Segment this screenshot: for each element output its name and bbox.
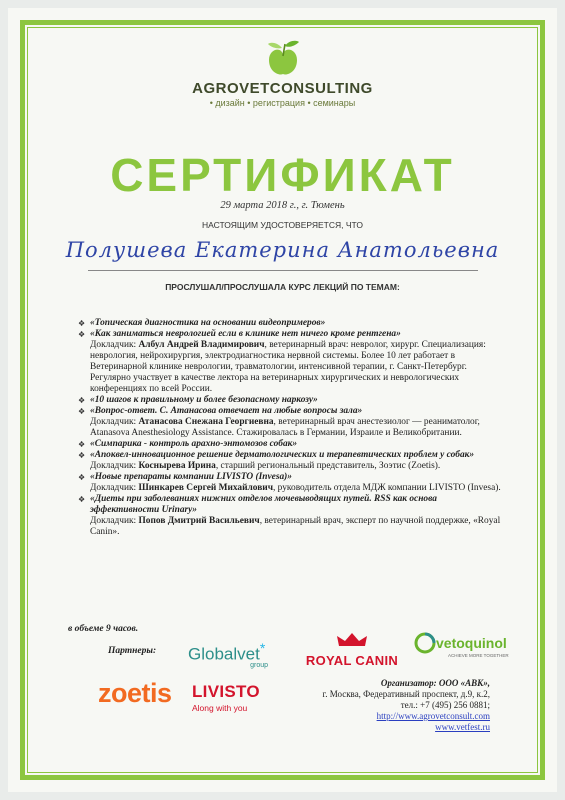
topic-title: «10 шагов к правильному и более безопасному наркозу» bbox=[90, 395, 318, 405]
speaker-name: Шинкарев Сергей Михайлович bbox=[138, 483, 273, 493]
topic-title: «Топическая диагностика на основании видеопримеров» bbox=[90, 318, 326, 328]
brand-header bbox=[0, 38, 565, 108]
topic-title: «Симпарика - контроль арахно-энтомозов собак» bbox=[90, 439, 298, 449]
list-item bbox=[78, 472, 503, 494]
organizer-phone: тел.: +7 (495) 256 0881; bbox=[400, 700, 490, 710]
list-item bbox=[78, 329, 503, 395]
crown-icon bbox=[335, 632, 369, 648]
recipient-name: Полушева Екатерина Анатольевна bbox=[65, 238, 500, 262]
listened-text: ПРОСЛУШАЛ/ПРОСЛУШАЛА КУРС ЛЕКЦИЙ ПО ТЕМАМ: bbox=[165, 282, 400, 292]
brand-name: AGROVETCONSULTING bbox=[192, 80, 373, 97]
topic-title: «Апоквел-инновационное решение дерматологических и терапевтических проблем у собак» bbox=[90, 450, 475, 460]
list-item bbox=[78, 395, 503, 406]
topic-speaker bbox=[90, 340, 503, 395]
zoetis-logo: zoetis bbox=[98, 678, 172, 708]
globalvet-group-text: group bbox=[250, 661, 268, 669]
vetoquinol-tagline: ACHIEVE MORE TOGETHER bbox=[448, 653, 509, 658]
vetoquinol-text: vetoquinol bbox=[436, 635, 507, 651]
topic-speaker bbox=[90, 516, 503, 538]
partners-label: Партнеры: bbox=[108, 646, 157, 656]
list-item bbox=[78, 406, 503, 439]
speaker-info: , ветеринарный врач анестезиолог — реаниматолог, Atanasova Anesthesiology Assistance. Стажировалась в Германии, Израиле и Великобритании. bbox=[90, 417, 480, 438]
course-hours: в объеме 9 часов. bbox=[68, 624, 139, 634]
topic-title: «Диеты при заболеваниях нижних отделов мочевыводящих путей. RSS как основа эффективности Urinary» bbox=[90, 494, 437, 515]
globalvet-star: * bbox=[259, 640, 266, 656]
speaker-info: , ветеринарный врач, эксперт по научной поддержке, «Royal Canin». bbox=[90, 516, 501, 537]
list-item bbox=[78, 318, 503, 329]
globalvet-text: Globalvet bbox=[188, 644, 260, 664]
organizer-title: Организатор: ООО «АВК», bbox=[380, 678, 490, 688]
topic-speaker bbox=[90, 483, 503, 494]
speaker-info: , старший региональный представитель, Зоэтис (Zoetis). bbox=[215, 461, 441, 471]
speaker-info: , руководитель отдела МДЖ компании LIVISTO (Invesa). bbox=[272, 483, 501, 493]
list-item bbox=[78, 439, 503, 450]
diamond-bullet-icon: ❖ bbox=[78, 407, 86, 416]
diamond-bullet-icon: ❖ bbox=[78, 319, 86, 328]
diamond-bullet-icon: ❖ bbox=[78, 330, 86, 339]
speaker-prefix: Докладчик: bbox=[90, 516, 139, 526]
livisto-logo bbox=[192, 682, 282, 713]
organizer-address: г. Москва, Федеративный проспект, д.9, к.2, bbox=[322, 689, 490, 699]
globalvet-logo bbox=[188, 640, 288, 669]
speaker-name: Коснырева Ирина bbox=[138, 461, 216, 471]
speaker-name: Албул Андрей Владимирович bbox=[138, 340, 265, 350]
livisto-tagline: Along with you bbox=[192, 703, 248, 713]
vetfest-website-link[interactable]: www.vetfest.ru bbox=[435, 722, 490, 732]
certify-text: НАСТОЯЩИМ УДОСТОВЕРЯЕТСЯ, ЧТО bbox=[202, 220, 363, 230]
topic-speaker bbox=[90, 461, 503, 472]
topic-title: «Как заниматься неврологией если в клинике нет ничего кроме рентгена» bbox=[90, 329, 401, 339]
speaker-name: Атанасова Снежана Георгиевна bbox=[138, 417, 274, 427]
list-item bbox=[78, 494, 503, 538]
speaker-prefix: Докладчик: bbox=[90, 483, 139, 493]
royal-canin-logo bbox=[302, 632, 402, 668]
speaker-info: , ветеринарный врач: невролог, хирург. Специализация: неврология, нейрохирургия, электродиагностика нервной системы. Более 10 лет работает в Ветеринарной клинике неврологии, травматологии, интенсивной терапии, г. Санкт-Петербург. Регулярно участвует в качестве лектора на ветеринарных хирургических и неврологических конференциях по всей России. bbox=[90, 340, 486, 394]
speaker-prefix: Докладчик: bbox=[90, 417, 139, 427]
livisto-text: LIVISTO bbox=[192, 682, 260, 701]
diamond-bullet-icon: ❖ bbox=[78, 396, 86, 405]
diamond-bullet-icon: ❖ bbox=[78, 495, 86, 504]
topic-speaker bbox=[90, 417, 503, 439]
name-underline bbox=[88, 270, 478, 271]
diamond-bullet-icon: ❖ bbox=[78, 440, 86, 449]
topic-title: «Новые препараты компании LIVISTO (Invesa)» bbox=[90, 472, 292, 482]
vetoquinol-logo bbox=[414, 630, 524, 658]
list-item bbox=[78, 450, 503, 472]
speaker-name: Попов Дмитрий Васильевич bbox=[138, 516, 260, 526]
speaker-prefix: Докладчик: bbox=[90, 461, 139, 471]
diamond-bullet-icon: ❖ bbox=[78, 473, 86, 482]
date-place: 29 марта 2018 г., г. Тюмень bbox=[220, 200, 345, 211]
diamond-bullet-icon: ❖ bbox=[78, 451, 86, 460]
certificate-title: СЕРТИФИКАТ bbox=[110, 149, 455, 201]
organizer-block bbox=[290, 678, 490, 733]
brand-tagline: • дизайн • регистрация • семинары bbox=[209, 98, 356, 108]
topic-title: «Вопрос-ответ. С. Атанасова отвечает на любые вопросы зала» bbox=[90, 406, 363, 416]
royal-canin-text: ROYAL CANIN bbox=[305, 653, 399, 668]
speaker-prefix: Докладчик: bbox=[90, 340, 139, 350]
topics-list bbox=[78, 318, 503, 538]
apple-leaf-logo-icon bbox=[255, 38, 311, 78]
organizer-website-link[interactable]: http://www.agrovetconsult.com bbox=[376, 711, 490, 721]
vetoquinol-swirl-icon bbox=[414, 632, 436, 654]
